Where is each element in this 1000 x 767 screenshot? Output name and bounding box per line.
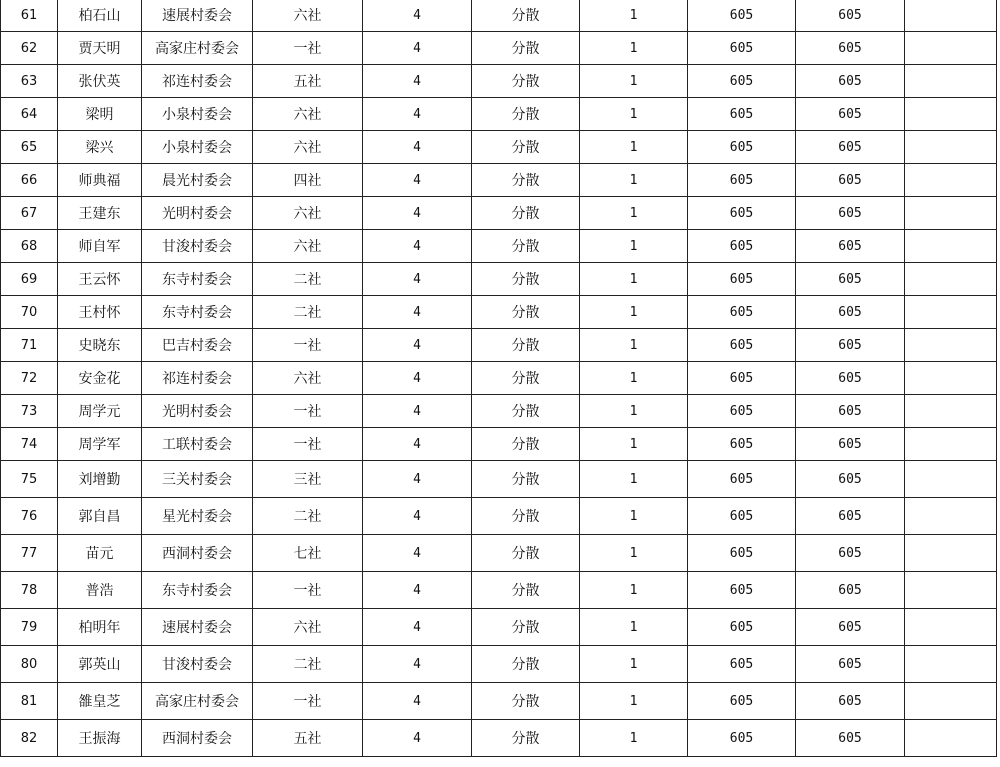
row-number-cell: 77 — [1, 535, 58, 572]
type-cell: 分散 — [472, 572, 580, 609]
note-cell — [905, 461, 997, 498]
amount-cell: 605 — [688, 65, 796, 98]
name-cell: 史晓东 — [58, 329, 142, 362]
total-amount-cell: 605 — [796, 428, 905, 461]
amount-cell: 605 — [688, 329, 796, 362]
name-cell: 梁兴 — [58, 131, 142, 164]
village-cell: 巴吉村委会 — [142, 329, 253, 362]
note-cell — [905, 32, 997, 65]
table-row — [1, 263, 997, 296]
group-cell: 五社 — [253, 720, 363, 757]
table-row — [1, 32, 997, 65]
total-amount-cell: 605 — [796, 164, 905, 197]
total-amount-cell: 605 — [796, 362, 905, 395]
group-cell: 七社 — [253, 535, 363, 572]
row-number-cell: 61 — [1, 0, 58, 32]
group-cell: 一社 — [253, 32, 363, 65]
count-cell: 4 — [363, 32, 472, 65]
row-number-cell: 66 — [1, 164, 58, 197]
village-cell: 小泉村委会 — [142, 131, 253, 164]
type-cell: 分散 — [472, 263, 580, 296]
name-cell: 师自军 — [58, 230, 142, 263]
total-amount-cell: 605 — [796, 263, 905, 296]
months-cell: 1 — [580, 683, 688, 720]
group-cell: 四社 — [253, 164, 363, 197]
note-cell — [905, 498, 997, 535]
amount-cell: 605 — [688, 395, 796, 428]
table-row — [1, 329, 997, 362]
total-amount-cell: 605 — [796, 572, 905, 609]
months-cell: 1 — [580, 720, 688, 757]
table-row — [1, 296, 997, 329]
group-cell: 六社 — [253, 197, 363, 230]
total-amount-cell: 605 — [796, 32, 905, 65]
months-cell: 1 — [580, 131, 688, 164]
total-amount-cell: 605 — [796, 720, 905, 757]
table-row — [1, 131, 997, 164]
name-cell: 雒皇芝 — [58, 683, 142, 720]
row-number-cell: 79 — [1, 609, 58, 646]
name-cell: 贾天明 — [58, 32, 142, 65]
note-cell — [905, 230, 997, 263]
total-amount-cell: 605 — [796, 498, 905, 535]
village-cell: 星光村委会 — [142, 498, 253, 535]
amount-cell: 605 — [688, 609, 796, 646]
type-cell: 分散 — [472, 164, 580, 197]
amount-cell: 605 — [688, 296, 796, 329]
village-cell: 东寺村委会 — [142, 263, 253, 296]
amount-cell: 605 — [688, 230, 796, 263]
months-cell: 1 — [580, 98, 688, 131]
village-cell: 小泉村委会 — [142, 98, 253, 131]
months-cell: 1 — [580, 65, 688, 98]
total-amount-cell: 605 — [796, 0, 905, 32]
group-cell: 六社 — [253, 0, 363, 32]
total-amount-cell: 605 — [796, 296, 905, 329]
name-cell: 王建东 — [58, 197, 142, 230]
months-cell: 1 — [580, 230, 688, 263]
amount-cell: 605 — [688, 646, 796, 683]
name-cell: 师典福 — [58, 164, 142, 197]
count-cell: 4 — [363, 131, 472, 164]
table-row — [1, 395, 997, 428]
village-cell: 工联村委会 — [142, 428, 253, 461]
name-cell: 刘增勤 — [58, 461, 142, 498]
table-row — [1, 230, 997, 263]
table-body — [1, 0, 997, 757]
amount-cell: 605 — [688, 263, 796, 296]
group-cell: 二社 — [253, 296, 363, 329]
note-cell — [905, 362, 997, 395]
table-row — [1, 197, 997, 230]
village-cell: 速展村委会 — [142, 0, 253, 32]
group-cell: 一社 — [253, 683, 363, 720]
village-cell: 祁连村委会 — [142, 362, 253, 395]
note-cell — [905, 263, 997, 296]
total-amount-cell: 605 — [796, 395, 905, 428]
type-cell: 分散 — [472, 720, 580, 757]
note-cell — [905, 395, 997, 428]
name-cell: 普浩 — [58, 572, 142, 609]
months-cell: 1 — [580, 197, 688, 230]
village-cell: 东寺村委会 — [142, 572, 253, 609]
months-cell: 1 — [580, 572, 688, 609]
count-cell: 4 — [363, 428, 472, 461]
name-cell: 梁明 — [58, 98, 142, 131]
count-cell: 4 — [363, 609, 472, 646]
months-cell: 1 — [580, 461, 688, 498]
months-cell: 1 — [580, 0, 688, 32]
count-cell: 4 — [363, 98, 472, 131]
months-cell: 1 — [580, 164, 688, 197]
village-cell: 三关村委会 — [142, 461, 253, 498]
type-cell: 分散 — [472, 197, 580, 230]
table-row — [1, 461, 997, 498]
group-cell: 二社 — [253, 263, 363, 296]
note-cell — [905, 131, 997, 164]
table-row — [1, 0, 997, 32]
group-cell: 三社 — [253, 461, 363, 498]
group-cell: 六社 — [253, 98, 363, 131]
row-number-cell: 75 — [1, 461, 58, 498]
row-number-cell: 81 — [1, 683, 58, 720]
count-cell: 4 — [363, 498, 472, 535]
village-cell: 西洞村委会 — [142, 535, 253, 572]
table-row — [1, 572, 997, 609]
type-cell: 分散 — [472, 428, 580, 461]
months-cell: 1 — [580, 609, 688, 646]
row-number-cell: 80 — [1, 646, 58, 683]
type-cell: 分散 — [472, 230, 580, 263]
type-cell: 分散 — [472, 498, 580, 535]
village-cell: 甘浚村委会 — [142, 230, 253, 263]
note-cell — [905, 98, 997, 131]
table-row — [1, 98, 997, 131]
note-cell — [905, 683, 997, 720]
amount-cell: 605 — [688, 32, 796, 65]
note-cell — [905, 65, 997, 98]
count-cell: 4 — [363, 395, 472, 428]
amount-cell: 605 — [688, 572, 796, 609]
note-cell — [905, 329, 997, 362]
row-number-cell: 71 — [1, 329, 58, 362]
table-row — [1, 164, 997, 197]
total-amount-cell: 605 — [796, 329, 905, 362]
table-row — [1, 535, 997, 572]
note-cell — [905, 609, 997, 646]
type-cell: 分散 — [472, 461, 580, 498]
amount-cell: 605 — [688, 131, 796, 164]
amount-cell: 605 — [688, 428, 796, 461]
table-row — [1, 720, 997, 757]
count-cell: 4 — [363, 572, 472, 609]
amount-cell: 605 — [688, 362, 796, 395]
name-cell: 柏明年 — [58, 609, 142, 646]
village-cell: 高家庄村委会 — [142, 32, 253, 65]
amount-cell: 605 — [688, 461, 796, 498]
type-cell: 分散 — [472, 0, 580, 32]
count-cell: 4 — [363, 65, 472, 98]
name-cell: 郭自昌 — [58, 498, 142, 535]
row-number-cell: 68 — [1, 230, 58, 263]
count-cell: 4 — [363, 197, 472, 230]
count-cell: 4 — [363, 164, 472, 197]
group-cell: 五社 — [253, 65, 363, 98]
count-cell: 4 — [363, 461, 472, 498]
amount-cell: 605 — [688, 98, 796, 131]
name-cell: 王云怀 — [58, 263, 142, 296]
group-cell: 一社 — [253, 329, 363, 362]
village-cell: 甘浚村委会 — [142, 646, 253, 683]
table-row — [1, 609, 997, 646]
type-cell: 分散 — [472, 131, 580, 164]
group-cell: 一社 — [253, 428, 363, 461]
note-cell — [905, 720, 997, 757]
amount-cell: 605 — [688, 683, 796, 720]
row-number-cell: 78 — [1, 572, 58, 609]
name-cell: 苗元 — [58, 535, 142, 572]
months-cell: 1 — [580, 428, 688, 461]
total-amount-cell: 605 — [796, 230, 905, 263]
note-cell — [905, 646, 997, 683]
row-number-cell: 67 — [1, 197, 58, 230]
months-cell: 1 — [580, 263, 688, 296]
table-row — [1, 683, 997, 720]
type-cell: 分散 — [472, 395, 580, 428]
amount-cell: 605 — [688, 0, 796, 32]
type-cell: 分散 — [472, 329, 580, 362]
village-cell: 晨光村委会 — [142, 164, 253, 197]
amount-cell: 605 — [688, 498, 796, 535]
count-cell: 4 — [363, 720, 472, 757]
group-cell: 六社 — [253, 230, 363, 263]
note-cell — [905, 572, 997, 609]
name-cell: 张伏英 — [58, 65, 142, 98]
total-amount-cell: 605 — [796, 131, 905, 164]
group-cell: 二社 — [253, 646, 363, 683]
type-cell: 分散 — [472, 646, 580, 683]
type-cell: 分散 — [472, 362, 580, 395]
total-amount-cell: 605 — [796, 98, 905, 131]
count-cell: 4 — [363, 230, 472, 263]
type-cell: 分散 — [472, 296, 580, 329]
type-cell: 分散 — [472, 609, 580, 646]
count-cell: 4 — [363, 362, 472, 395]
months-cell: 1 — [580, 32, 688, 65]
village-cell: 祁连村委会 — [142, 65, 253, 98]
row-number-cell: 62 — [1, 32, 58, 65]
count-cell: 4 — [363, 683, 472, 720]
group-cell: 一社 — [253, 395, 363, 428]
total-amount-cell: 605 — [796, 461, 905, 498]
type-cell: 分散 — [472, 535, 580, 572]
note-cell — [905, 164, 997, 197]
note-cell — [905, 428, 997, 461]
table-row — [1, 65, 997, 98]
row-number-cell: 73 — [1, 395, 58, 428]
months-cell: 1 — [580, 296, 688, 329]
row-number-cell: 72 — [1, 362, 58, 395]
months-cell: 1 — [580, 329, 688, 362]
type-cell: 分散 — [472, 32, 580, 65]
amount-cell: 605 — [688, 535, 796, 572]
name-cell: 柏石山 — [58, 0, 142, 32]
amount-cell: 605 — [688, 164, 796, 197]
count-cell: 4 — [363, 535, 472, 572]
village-cell: 高家庄村委会 — [142, 683, 253, 720]
village-cell: 光明村委会 — [142, 395, 253, 428]
note-cell — [905, 296, 997, 329]
name-cell: 王振海 — [58, 720, 142, 757]
row-number-cell: 65 — [1, 131, 58, 164]
note-cell — [905, 0, 997, 32]
row-number-cell: 82 — [1, 720, 58, 757]
amount-cell: 605 — [688, 720, 796, 757]
months-cell: 1 — [580, 498, 688, 535]
total-amount-cell: 605 — [796, 197, 905, 230]
group-cell: 二社 — [253, 498, 363, 535]
type-cell: 分散 — [472, 683, 580, 720]
row-number-cell: 76 — [1, 498, 58, 535]
total-amount-cell: 605 — [796, 683, 905, 720]
count-cell: 4 — [363, 0, 472, 32]
count-cell: 4 — [363, 329, 472, 362]
note-cell — [905, 197, 997, 230]
row-number-cell: 74 — [1, 428, 58, 461]
name-cell: 周学军 — [58, 428, 142, 461]
type-cell: 分散 — [472, 65, 580, 98]
table-row — [1, 646, 997, 683]
group-cell: 六社 — [253, 362, 363, 395]
name-cell: 王村怀 — [58, 296, 142, 329]
total-amount-cell: 605 — [796, 646, 905, 683]
months-cell: 1 — [580, 535, 688, 572]
amount-cell: 605 — [688, 197, 796, 230]
total-amount-cell: 605 — [796, 535, 905, 572]
village-cell: 光明村委会 — [142, 197, 253, 230]
total-amount-cell: 605 — [796, 65, 905, 98]
group-cell: 六社 — [253, 131, 363, 164]
name-cell: 郭英山 — [58, 646, 142, 683]
table-row — [1, 362, 997, 395]
name-cell: 安金花 — [58, 362, 142, 395]
table-row — [1, 428, 997, 461]
group-cell: 六社 — [253, 609, 363, 646]
type-cell: 分散 — [472, 98, 580, 131]
count-cell: 4 — [363, 646, 472, 683]
table-row — [1, 498, 997, 535]
group-cell: 一社 — [253, 572, 363, 609]
village-cell: 速展村委会 — [142, 609, 253, 646]
total-amount-cell: 605 — [796, 609, 905, 646]
months-cell: 1 — [580, 646, 688, 683]
months-cell: 1 — [580, 362, 688, 395]
name-cell: 周学元 — [58, 395, 142, 428]
village-cell: 西洞村委会 — [142, 720, 253, 757]
row-number-cell: 64 — [1, 98, 58, 131]
row-number-cell: 69 — [1, 263, 58, 296]
row-number-cell: 70 — [1, 296, 58, 329]
row-number-cell: 63 — [1, 65, 58, 98]
note-cell — [905, 535, 997, 572]
months-cell: 1 — [580, 395, 688, 428]
count-cell: 4 — [363, 296, 472, 329]
count-cell: 4 — [363, 263, 472, 296]
village-cell: 东寺村委会 — [142, 296, 253, 329]
